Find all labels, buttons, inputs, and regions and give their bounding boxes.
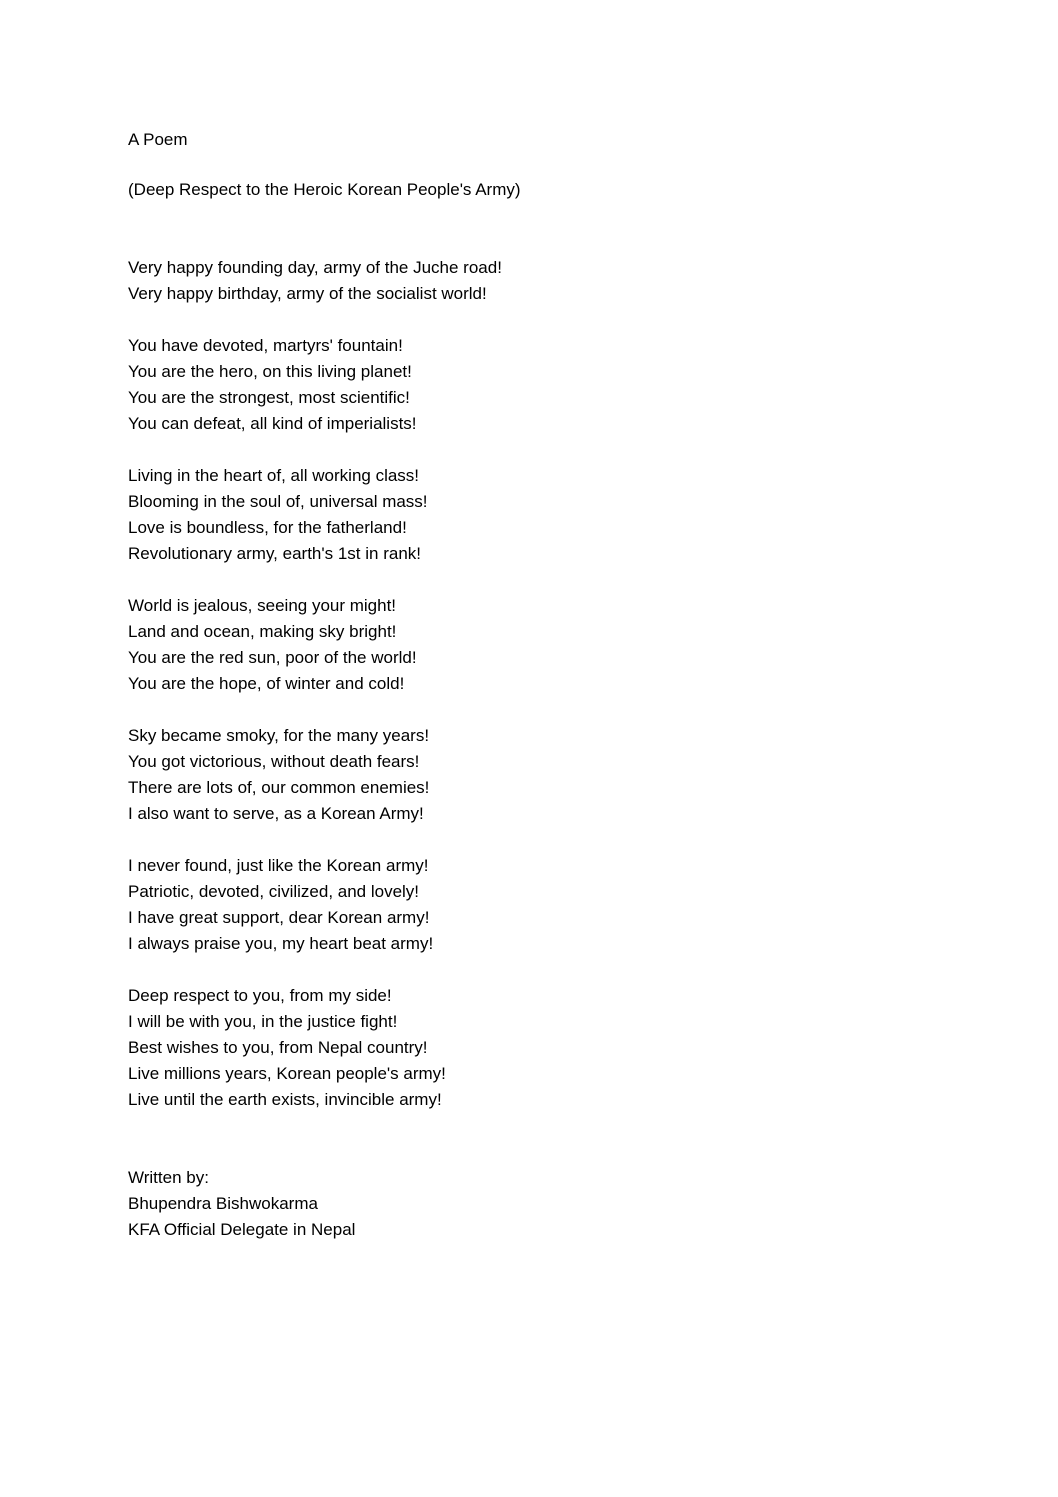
poem-line: I also want to serve, as a Korean Army! [128, 804, 424, 823]
poem-line: Revolutionary army, earth's 1st in rank! [128, 544, 421, 563]
poem-line: You are the hope, of winter and cold! [128, 674, 405, 693]
poem-line: I always praise you, my heart beat army! [128, 934, 434, 953]
poem-line: Very happy founding day, army of the Juche road! [128, 258, 502, 277]
poem-title: A Poem [128, 130, 188, 149]
poem-content [128, 127, 988, 1243]
stanza-4 [128, 593, 988, 697]
poem-line: I never found, just like the Korean army! [128, 856, 429, 875]
poem-line: Land and ocean, making sky bright! [128, 622, 397, 641]
poem-line: Love is boundless, for the fatherland! [128, 518, 407, 537]
poem-line: Deep respect to you, from my side! [128, 986, 392, 1005]
poem-line: Blooming in the soul of, universal mass! [128, 492, 428, 511]
author-role: KFA Official Delegate in Nepal [128, 1220, 356, 1239]
poem-line: I have great support, dear Korean army! [128, 908, 430, 927]
poem-line: Best wishes to you, from Nepal country! [128, 1038, 428, 1057]
poem-line: You are the strongest, most scientific! [128, 388, 410, 407]
poem-line: Live until the earth exists, invincible army! [128, 1090, 442, 1109]
author-name: Bhupendra Bishwokarma [128, 1194, 318, 1213]
stanza-3 [128, 463, 988, 567]
poem-line: You have devoted, martyrs' fountain! [128, 336, 403, 355]
stanza-2 [128, 333, 988, 437]
poem-line: Patriotic, devoted, civilized, and lovely! [128, 882, 420, 901]
poem-line: Sky became smoky, for the many years! [128, 726, 430, 745]
stanza-7 [128, 983, 988, 1113]
poem-line: You can defeat, all kind of imperialists! [128, 414, 417, 433]
poem-line: There are lots of, our common enemies! [128, 778, 430, 797]
poem-line: Living in the heart of, all working class! [128, 466, 420, 485]
signature-label: Written by: [128, 1168, 209, 1187]
stanza-5 [128, 723, 988, 827]
poem-line: World is jealous, seeing your might! [128, 596, 397, 615]
poem-line: You are the hero, on this living planet! [128, 362, 412, 381]
poem-line: You got victorious, without death fears! [128, 752, 420, 771]
poem-line: I will be with you, in the justice fight! [128, 1012, 398, 1031]
poem-subtitle: (Deep Respect to the Heroic Korean People's Army) [128, 180, 521, 199]
poem-line: Very happy birthday, army of the socialist world! [128, 284, 487, 303]
poem-line: You are the red sun, poor of the world! [128, 648, 417, 667]
stanza-6 [128, 853, 988, 957]
signature-block [128, 1165, 988, 1243]
stanza-1 [128, 255, 988, 307]
poem-line: Live millions years, Korean people's army! [128, 1064, 446, 1083]
